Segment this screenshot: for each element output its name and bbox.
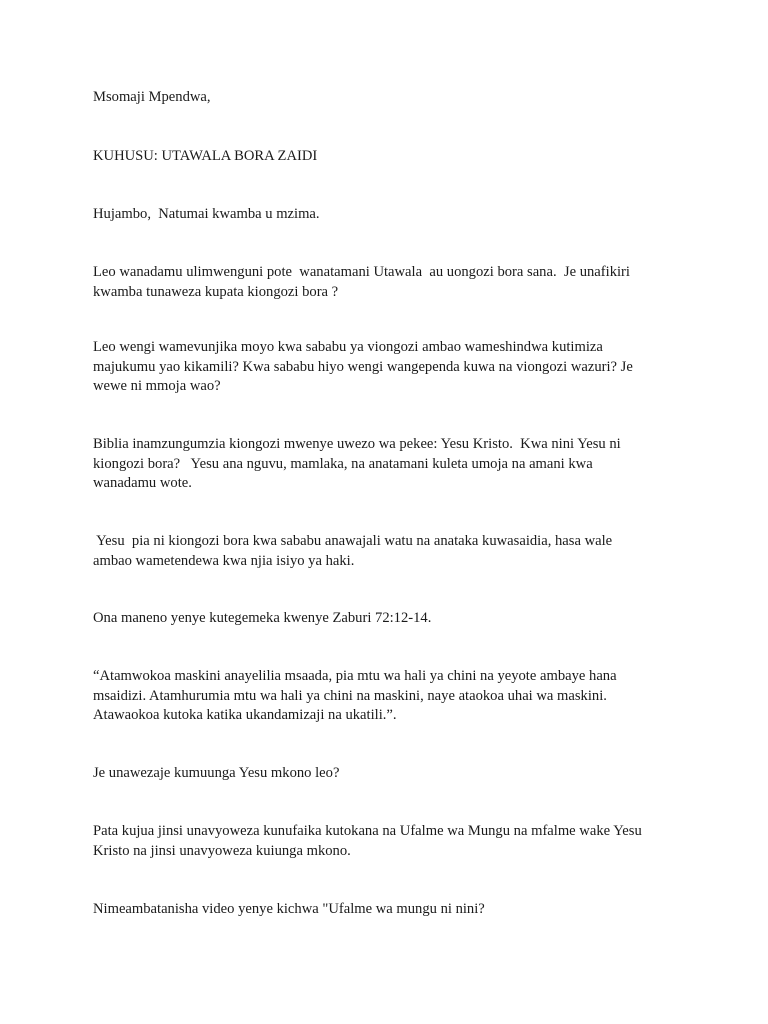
scripture-quote: “Atamwokoa maskini anayelilia msaada, pia mtu wa hali ya chini na yeyote ambaye hana msaidizi. Atamhurumia mtu wa hali ya chini na maskini, naye ataokoa uhai wa maskini. Atawaokoa kutoka katika ukandamizaji na ukatili.”.: [93, 668, 617, 723]
greeting: Hujambo, Natumai kwamba u mzima.: [93, 206, 320, 222]
paragraph-7: Pata kujua jinsi unavyoweza kunufaika kutokana na Ufalme wa Mungu na mfalme wake Yesu Kristo na jinsi unavyoweza kuiunga mkono.: [93, 823, 642, 859]
paragraph-8: Nimeambatanisha video yenye kichwa "Ufalme wa mungu ni nini?: [93, 901, 485, 917]
paragraph-6: Je unawezaje kumuunga Yesu mkono leo?: [93, 765, 340, 781]
paragraph-1: Leo wanadamu ulimwenguni pote wanatamani Utawala au uongozi bora sana. Je unafikiri kwamba tunaweza kupata kiongozi bora ?: [93, 264, 630, 300]
paragraph-2: Leo wengi wamevunjika moyo kwa sababu ya viongozi ambao wameshindwa kutimiza majukumu yao kikamili? Kwa sababu hiyo wengi wangependa kuwa na viongozi wazuri? Je wewe ni mmoja wao?: [93, 339, 633, 394]
subject-line: KUHUSU: UTAWALA BORA ZAIDI: [93, 148, 318, 164]
paragraph-3: Biblia inamzungumzia kiongozi mwenye uwezo wa pekee: Yesu Kristo. Kwa nini Yesu ni kiongozi bora? Yesu ana nguvu, mamlaka, na anatamani kuleta umoja na amani kwa wanadamu wote.: [93, 436, 621, 491]
paragraph-5: Ona maneno yenye kutegemeka kwenye Zaburi 72:12-14.: [93, 610, 432, 626]
paragraph-4: Yesu pia ni kiongozi bora kwa sababu anawajali watu na anataka kuwasaidia, hasa wale ambao wametendewa kwa njia isiyo ya haki.: [93, 533, 613, 569]
salutation: Msomaji Mpendwa,: [93, 89, 211, 105]
